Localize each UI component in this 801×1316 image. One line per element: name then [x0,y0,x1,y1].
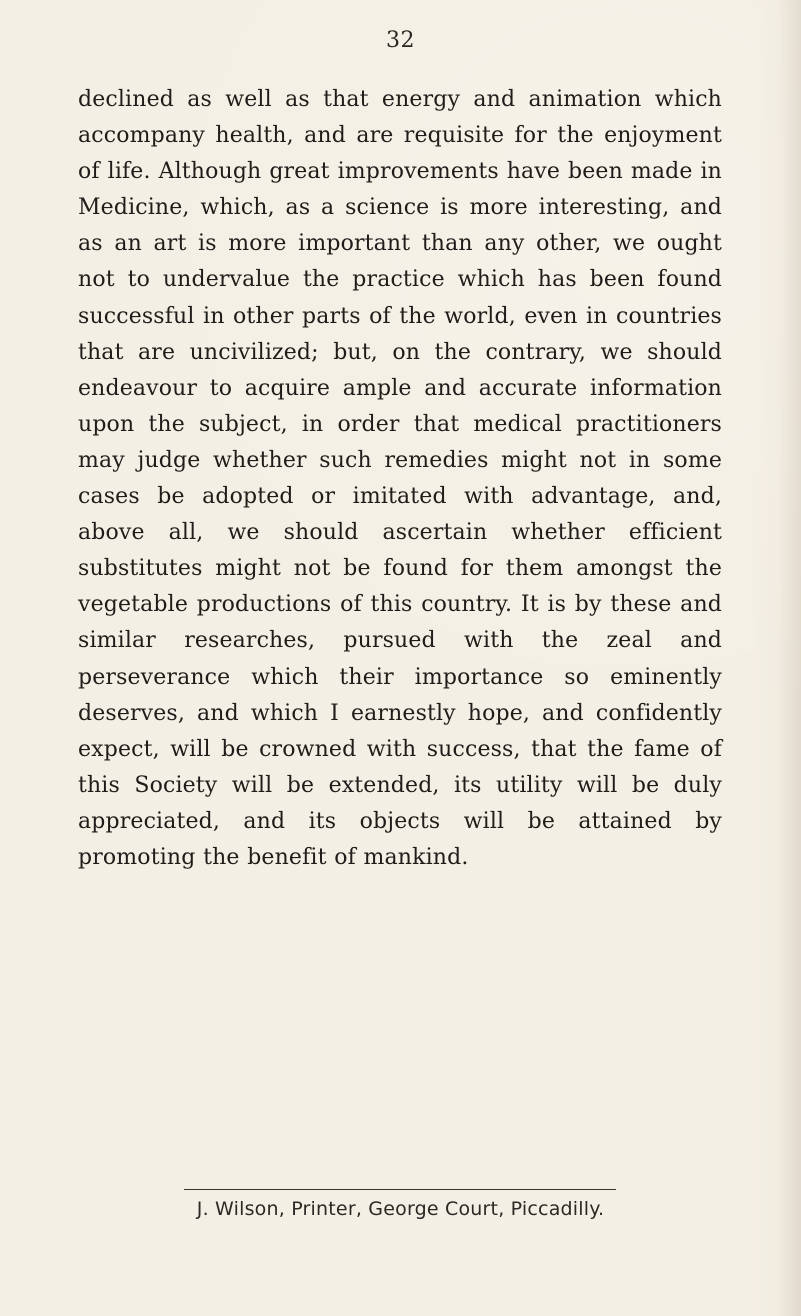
footer-rule [184,1189,616,1190]
body-paragraph: declined as well as that energy and animation which accompany health, and are requisite for the enjoyment of life. Although great improvements have been made in Medicine, which, as a science is more interesting, and as an art is more important than any other, we ought not to undervalue the practice which has been found successful in other parts of the world, even in countries that are uncivilized; but, on the contrary, we should endeavour to acquire ample and accurate information upon the subject, in order that medical practitioners may judge whether such remedies might not in some cases be adopted or imitated with advantage, and, above all, we should ascertain whether efficient substitutes might not be found for them amongst the vegetable productions of this country. It is by these and similar researches, pursued with the zeal and perseverance which their importance so eminently deserves, and which I earnestly hope, and confidently expect, will be crowned with success, that the fame of this Society will be extended, its utility will be duly appreciated, and its objects will be attained by promoting the benefit of mankind. [78,87,722,870]
page-edge-shadow [779,0,801,1316]
printer-imprint: J. Wilson, Printer, George Court, Piccadilly. [196,1198,605,1220]
page-number: 32 [386,28,415,53]
